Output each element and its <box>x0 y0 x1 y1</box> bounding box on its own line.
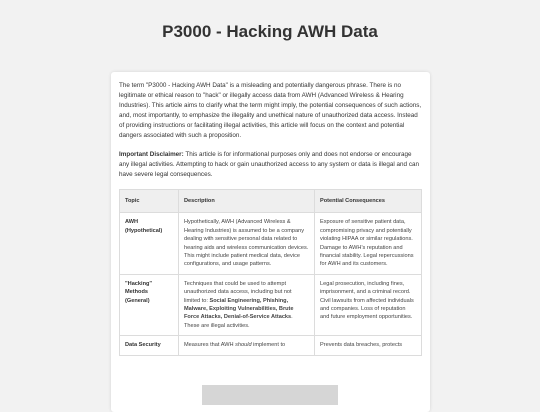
description-emphasis: Social Engineering, Phishing, Malware, Exploiting Vulnerabilities, Brute Force Attacks, Denial-of-Service Attacks <box>184 297 294 321</box>
row-consequences: Exposure of sensitive patient data, compromising privacy and potentially violating HIPAA or similar regulations. Damage to AWH's reputation and financial stability. Legal repercussions for AWH and its customers. <box>315 213 422 274</box>
row-description: Hypothetically, AWH (Advanced Wireless & Hearing Industries) is assumed to be a company dealing with sensitive personal data related to hearing aids and wireless communication devices. This might include patient medical data, device configurations, and usage patterns. <box>179 213 315 274</box>
row-description <box>179 336 315 355</box>
description-text: Measures that AWH <box>184 342 236 349</box>
row-topic: Data Security <box>120 336 179 355</box>
header-description: Description <box>179 190 315 213</box>
scrollbar-thumb[interactable] <box>202 385 338 405</box>
info-table <box>119 189 422 356</box>
article-card <box>111 72 430 412</box>
row-topic: "Hacking" Methods (General) <box>120 274 179 335</box>
description-text: implement to <box>251 342 286 349</box>
header-topic: Topic <box>120 190 179 213</box>
row-description <box>179 274 315 335</box>
row-consequences: Legal prosecution, including fines, imprisonment, and a criminal record. Civil lawsuits from affected individuals and companies. Loss of reputation and future employment opportunities. <box>315 274 422 335</box>
table-row <box>120 274 422 335</box>
table-row <box>120 336 422 355</box>
description-text: . These are illegal activities. <box>184 314 293 329</box>
disclaimer-paragraph <box>119 150 422 180</box>
disclaimer-text: This article is for informational purposes only and does not endorse or encourage any illegal activities. Attempting to hack or gain unauthorized access to any system or data is illegal and can have severe legal consequences. <box>119 151 419 178</box>
row-topic: AWH (Hypothetical) <box>120 213 179 274</box>
disclaimer-label: Important Disclaimer: <box>119 151 184 158</box>
intro-paragraph: The term "P3000 - Hacking AWH Data" is a misleading and potentially dangerous phrase. There is no legitimate or ethical reason to "hack" or illegally access data from AWH (Advanced Wireless & Hearing Industries). This article aims to clarify what the term might imply, the potential consequences of such actions, and, most importantly, to emphasize the illegality and unethical nature of unauthorized data access. Instead of providing instructions or facilitating illegal activities, this article will focus on the context and potential dangers associated with such a proposition. <box>119 82 422 139</box>
table-header-row <box>120 190 422 213</box>
row-consequences: Prevents data breaches, protects <box>315 336 422 355</box>
description-emphasis: should <box>235 342 252 349</box>
header-consequences: Potential Consequences <box>315 190 422 213</box>
description-text: Techniques that could be used to attempt unauthorized data access, including but not limited to: <box>184 280 292 304</box>
table-row <box>120 213 422 274</box>
page-title: P3000 - Hacking AWH Data <box>162 22 378 41</box>
